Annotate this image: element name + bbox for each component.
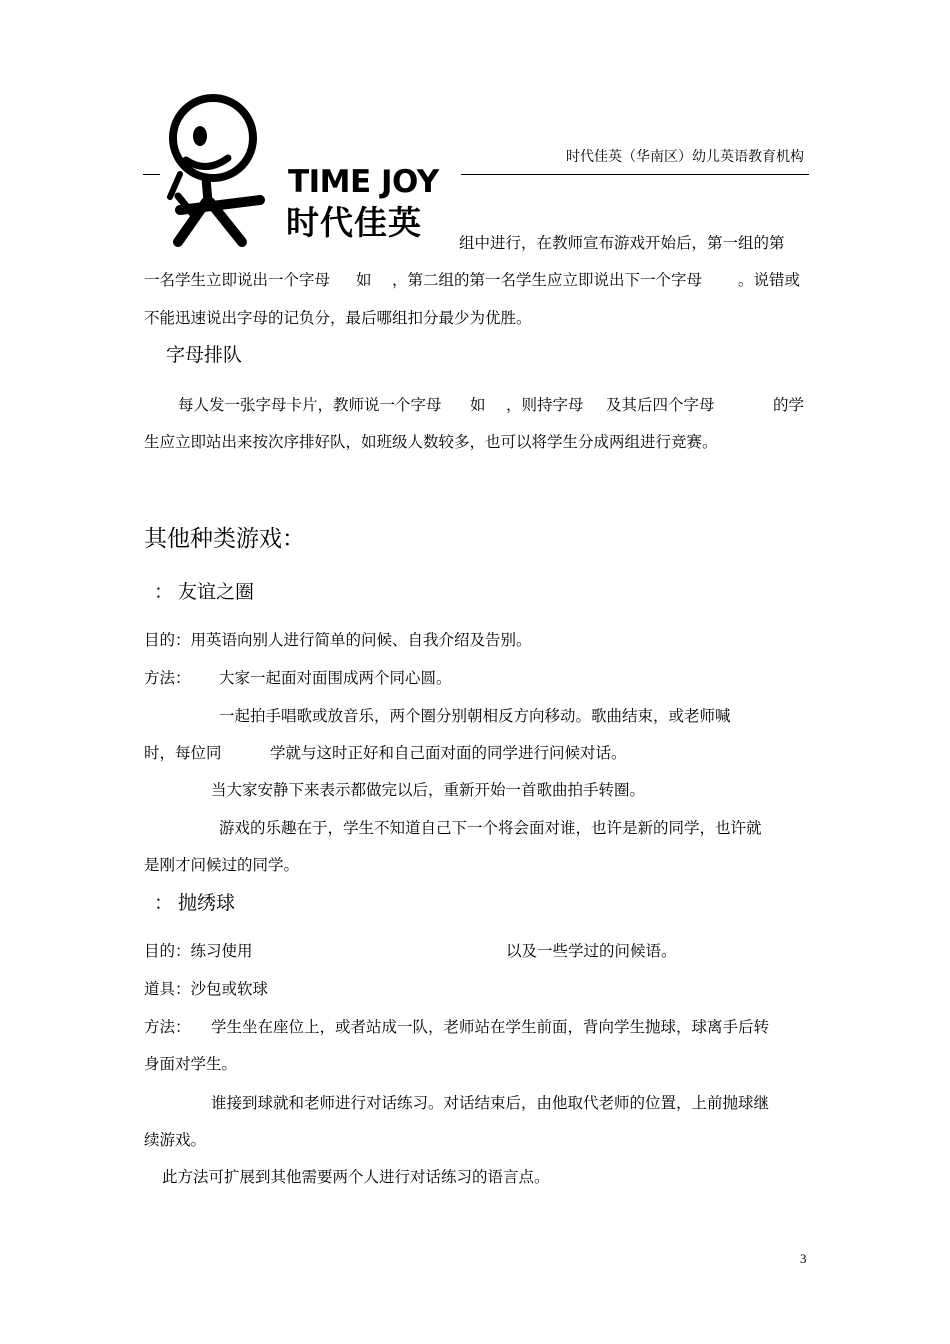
game4-purpose-b: 以及一些学过的问候语。 <box>506 942 677 960</box>
header-rule-left <box>143 174 160 175</box>
game2-line1a: 每人发一张字母卡片，教师说一个字母 <box>178 396 442 414</box>
game1-line2d: 。说错或 <box>738 271 801 289</box>
game2-line1c: ，则持字母 <box>506 396 584 414</box>
game3-method3a: 时，每位同 <box>144 744 222 762</box>
game4-title-prefix: ： <box>154 892 174 914</box>
stick-figure-icon <box>170 98 260 242</box>
game4-method-label: 方法： <box>144 1018 191 1036</box>
game3-title-prefix: ： <box>154 581 174 603</box>
game2-line1d: 及其后四个字母 <box>606 396 715 414</box>
game2-line1b: 如 <box>470 396 486 414</box>
game2-line2: 生应立即站出来按次序排好队，如班级人数较多，也可以将学生分成两组进行竞赛。 <box>144 433 718 451</box>
page-number: 3 <box>800 1251 807 1266</box>
game4-method3: 谁接到球就和老师进行对话练习。对话结束后，由他取代老师的位置，上前抛球继 <box>211 1094 770 1112</box>
game4-props: 道具：沙包或软球 <box>144 980 269 998</box>
game4-purpose-a: 目的：练习使用 <box>144 942 253 960</box>
logo-text-en: TIME JOY <box>288 164 439 200</box>
time-joy-logo <box>160 92 460 252</box>
logo-text-cn: 时代佳英 <box>286 203 422 242</box>
game3-method5: 游戏的乐趣在于，学生不知道自己下一个将会面对谁，也许是新的同学，也许就 <box>219 819 762 837</box>
game4-method2: 身面对学生。 <box>144 1055 238 1073</box>
game3-title: 友谊之圈 <box>178 581 255 603</box>
game4-title: 抛绣球 <box>178 892 236 914</box>
game1-line1: 组中进行，在教师宣布游戏开始后，第一组的第 <box>459 234 785 252</box>
game1-line2b: 如 <box>356 271 372 289</box>
game3-method1: 大家一起面对面围成两个同心圆。 <box>219 669 452 687</box>
game3-method-label: 方法： <box>144 669 191 687</box>
game3-method6: 是刚才问候过的同学。 <box>144 856 300 874</box>
game3-method4: 当大家安静下来表示都做完以后，重新开始一首歌曲拍手转圈。 <box>211 781 646 799</box>
header-rule-right <box>461 174 809 175</box>
game4-method5: 此方法可扩展到其他需要两个人进行对话练习的语言点。 <box>162 1168 550 1186</box>
game2-line1e: 的学 <box>773 396 805 414</box>
game1-line2c: ，第二组的第一名学生应立即说出下一个字母 <box>392 271 703 289</box>
game3-method2: 一起拍手唱歌或放音乐，两个圈分别朝相反方向移动。歌曲结束，或老师喊 <box>219 707 731 725</box>
game4-method1: 学生坐在座位上，或者站成一队，老师站在学生前面，背向学生抛球，球离手后转 <box>211 1018 770 1036</box>
game3-method3b: 学就与这时正好和自己面对面的同学进行问候对话。 <box>270 744 627 762</box>
game1-line3: 不能迅速说出字母的记负分，最后哪组扣分最少为优胜。 <box>144 309 532 327</box>
game4-method4: 续游戏。 <box>144 1131 207 1149</box>
section-title: 其他种类游戏： <box>144 526 305 552</box>
game2-title: 字母排队 <box>166 344 243 366</box>
game3-purpose: 目的：用英语向别人进行简单的问候、自我介绍及告别。 <box>144 631 532 649</box>
game1-line2a: 一名学生立即说出一个字母 <box>144 271 331 289</box>
header-org-name: 时代佳英（华南区）幼儿英语教育机构 <box>566 149 804 165</box>
